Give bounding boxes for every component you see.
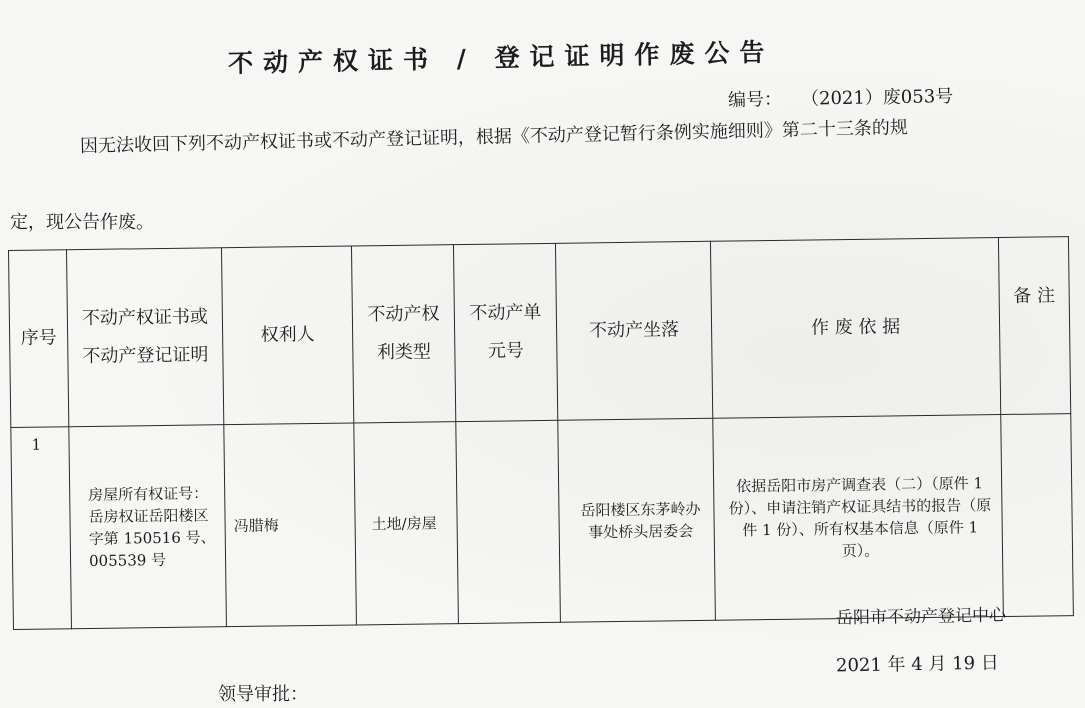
cell-right-type: 土地/房屋: [354, 422, 459, 625]
cancellation-table-wrapper: [8, 236, 1073, 635]
issuer-name: 岳阳市不动产登记中心: [835, 605, 1007, 629]
table-header-row: [9, 237, 1071, 428]
notice-paragraph-line-1: 因无法收回下列不动产权证书或不动产登记证明，根据《不动产登记暂行条例实施细则》第二十三条的规: [79, 117, 909, 157]
document-number: [728, 82, 954, 112]
header-right-holder: 权利人: [221, 246, 353, 425]
header-seq: 序号: [9, 250, 69, 428]
notice-title: 不动产权证书 / 登记证明作废公告: [227, 37, 775, 78]
header-unit-no: 不动产单元号: [453, 243, 557, 421]
approval-label: 领导审批：: [218, 684, 308, 705]
header-location: 不动产坐落: [555, 241, 712, 420]
header-remark: 备 注: [998, 237, 1070, 415]
cell-location: 岳阳楼区东茅岭办事处桥头居委会: [558, 418, 716, 622]
document-number-label: 编号：: [727, 89, 783, 111]
cancellation-table: [8, 236, 1074, 630]
cell-seq: 1: [11, 427, 72, 630]
cell-unit-no: [456, 420, 561, 623]
header-cert: 不动产权证书或不动产登记证明: [67, 248, 224, 427]
cell-basis: 依据岳阳市房产调查表（二）（原件 1 份）、申请注销产权证具结书的报告（原件 1 份）、所有权基本信息（原件 1 页）。: [713, 415, 1004, 621]
table-row: [11, 414, 1074, 630]
header-right-type: 不动产权利类型: [351, 245, 455, 423]
header-basis: 作 废 依 据: [710, 238, 1000, 419]
issue-date: 2021 年 4 月 19 日: [835, 652, 999, 677]
cell-cert: 房屋所有权证号：岳房权证岳阳楼区字第 150516 号、005539 号: [69, 425, 227, 629]
cell-remark: [1001, 414, 1074, 617]
document-number-value: （2021）废053号: [809, 86, 954, 110]
cell-right-holder: 冯腊梅: [224, 423, 357, 627]
notice-paragraph-line-2: 定，现公告作废。: [10, 212, 154, 233]
